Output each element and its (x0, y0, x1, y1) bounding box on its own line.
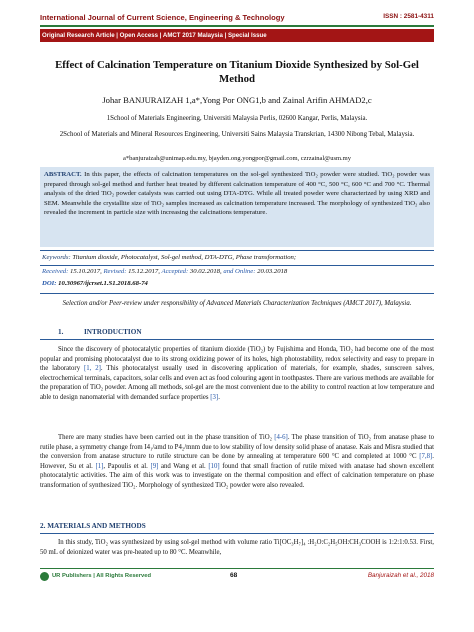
citation-link[interactable]: [1, 2] (83, 365, 101, 373)
affiliation-2: 2School of Materials and Mineral Resources Engineering, Universiti Sains Malaysia Transkrian, 14300 Nibong Tebal, Malaysia. (59, 131, 415, 138)
page-number: 68 (230, 572, 238, 579)
citation-link[interactable]: [4-6] (274, 434, 288, 441)
paragraph-text: . This photocatalyst usually used in discovering application of materials, for example, shades, sunscreen salves, electrochemical terminals, capacitors, solar cells and even act as food colouring agent in toothpastes. There are various methods are available for the preparation of TiO₂ powder. Among all methods, sol-gel are the most convenient due to the ability to control reaction at low temperature and able to design nanomaterial with demanded surface properties (40, 365, 434, 401)
online-date: 20.03.2018 (257, 268, 288, 275)
accepted-date: 30.02.2018, (189, 268, 222, 275)
citation-link[interactable]: [7,8] (419, 453, 433, 461)
paragraph-text: There are many studies have been carried out in the phase transition of TiO₂ (58, 434, 275, 441)
section-divider (40, 339, 434, 340)
journal-title: International Journal of Current Science, Engineering & Technology (40, 13, 285, 22)
section-label: INTRODUCTION (84, 328, 142, 336)
keywords-divider-top (40, 250, 434, 251)
paragraph-text: . However, Su et al. (40, 453, 434, 470)
received-date: 15.10.2017, (70, 268, 102, 275)
intro-paragraph-2 (40, 433, 434, 491)
paragraph-text: found that small fraction of rutile mixed with anatase had shown excellent photocatalytic activities. The aim of this work was to investigate on the thermal composition and effect of calcination temperature on phase transformation of synthesized TiO₂. Morphology of synthesized TiO₂ powder were also revealed. (40, 462, 434, 489)
peer-review-note: Selection and/or Peer-review under responsibility of Advanced Materials Characterization Techniques (AMCT 2017), Malaysia. (62, 300, 412, 307)
article-dates (42, 268, 287, 275)
author-list: Johar BANJURAIZAH 1,a*,Yong Por ONG1,b and Zainal Arifin AHMAD2,c (102, 95, 372, 105)
paragraph-text: . The phase transition of TiO₂ from anatase phase to rutile phase, a symmetry change from I4₁/amd to P4₂/mnm due to low stability of low density solid phase of anatase. Kais and Misra studied that the conversion from anatase structure to rutile structure can be done by annealing at temperature 600 °C and completed at 1000 °C (40, 434, 434, 461)
article-type-text: Original Research Article | Open Access | AMCT 2017 Malaysia | Special Issue (42, 32, 267, 39)
publisher-logo-icon (40, 572, 49, 581)
intro-paragraph-1 (40, 345, 434, 403)
abstract (44, 170, 430, 218)
received-label: Received: (42, 268, 69, 275)
section-number: 1. (58, 328, 64, 336)
author-emails: a*banjuraizah@unimap.edu.my, bjayden.ong.yongpor@gmail.com, czrzainal@usm.my (122, 155, 351, 162)
paragraph-text: and Wang et al. (158, 462, 209, 470)
journal-header (0, 0, 474, 62)
affiliation-1: 1School of Materials Engineering, Universiti Malaysia Perlis, 02600 Kangar, Perlis, Malaysia. (106, 115, 368, 122)
doi-link[interactable]: 10.30967/ijcrset.1.S1.2018.68-74 (58, 280, 148, 287)
paper-title: Effect of Calcination Temperature on Titanium Dioxide Synthesized by Sol-Gel Method (55, 59, 419, 85)
abstract-text: In this paper, the effects of calcination temperatures on the sol-gel synthesized TiO₂ powder were studied. TiO₂ powder was prepared through sol-gel method and further heat treated by different calcination temperature of 400 °C, 500 °C, 600 °C and 700 °C. Thermal analysis of the dried TiO₂ powder catalysts was carried out using DTA-DTG. While all treated powder were characterized by using XRD and SEM. Meanwhile the crystallite size of TiO₂ samples increased as calcination temperature increased. The morphology of synthesized TiO₂ also revealed the increment in particle size with increasing the calcinations temperature. (44, 171, 431, 217)
keywords (42, 254, 296, 261)
keywords-divider-bottom (40, 293, 434, 294)
publisher-name: UR Publishers | All Rights Reserved (52, 573, 152, 579)
revised-date: 15.12.2017, (128, 268, 160, 275)
keywords-divider-mid (40, 265, 434, 266)
article-type-band (40, 29, 434, 42)
doi-label: DOI: (42, 280, 57, 287)
online-label: and Online: (223, 268, 256, 275)
running-citation: Banjuraizah et al., 2018 (367, 572, 434, 579)
revised-label: Revised: (103, 268, 127, 275)
citation-link[interactable]: [9] (150, 462, 159, 470)
paragraph-text: Since the discovery of photocatalytic properties of titanium dioxide (TiO₂) by Fujishima and Honda, TiO₂ had become one of the most popular and promising photocatalyst due to its strong oxidizing power of its holes, high photostability, redox selectivity and easy to prepare in the laboratory (40, 346, 434, 373)
footer-divider (40, 568, 434, 569)
citation-link[interactable]: [3] (210, 393, 219, 401)
accepted-label: Accepted: (161, 268, 189, 275)
issn-label: ISSN : 2581-4311 (383, 13, 434, 20)
citation-link[interactable]: [1] (95, 462, 104, 470)
methods-paragraph-1: In this study, TiO₂ was synthesized by using sol-gel method with volume ratio Ti[OC₃H₇]₄ :H₂O:C₂H₅OH:CH₃COOH is 1:2:1:0.53. First, 50 mL of deionized water was pre-heated up to 80 °C. Meanwhile, (40, 539, 434, 556)
abstract-label: ABSTRACT. (44, 171, 82, 178)
keywords-text: Titanium dioxide, Photocatalyst, Sol-gel method, DTA-DTG, Phase transformation; (72, 254, 297, 261)
paragraph-text: . (218, 393, 220, 401)
doi (42, 280, 148, 287)
paragraph-text: , Papoulis et al. (103, 462, 151, 470)
header-divider (40, 25, 434, 27)
section-divider (40, 533, 434, 534)
section-heading-materials: 2. MATERIALS AND METHODS (40, 522, 146, 530)
citation-link[interactable]: [10] (208, 462, 220, 470)
keywords-label: Keywords: (42, 254, 71, 261)
